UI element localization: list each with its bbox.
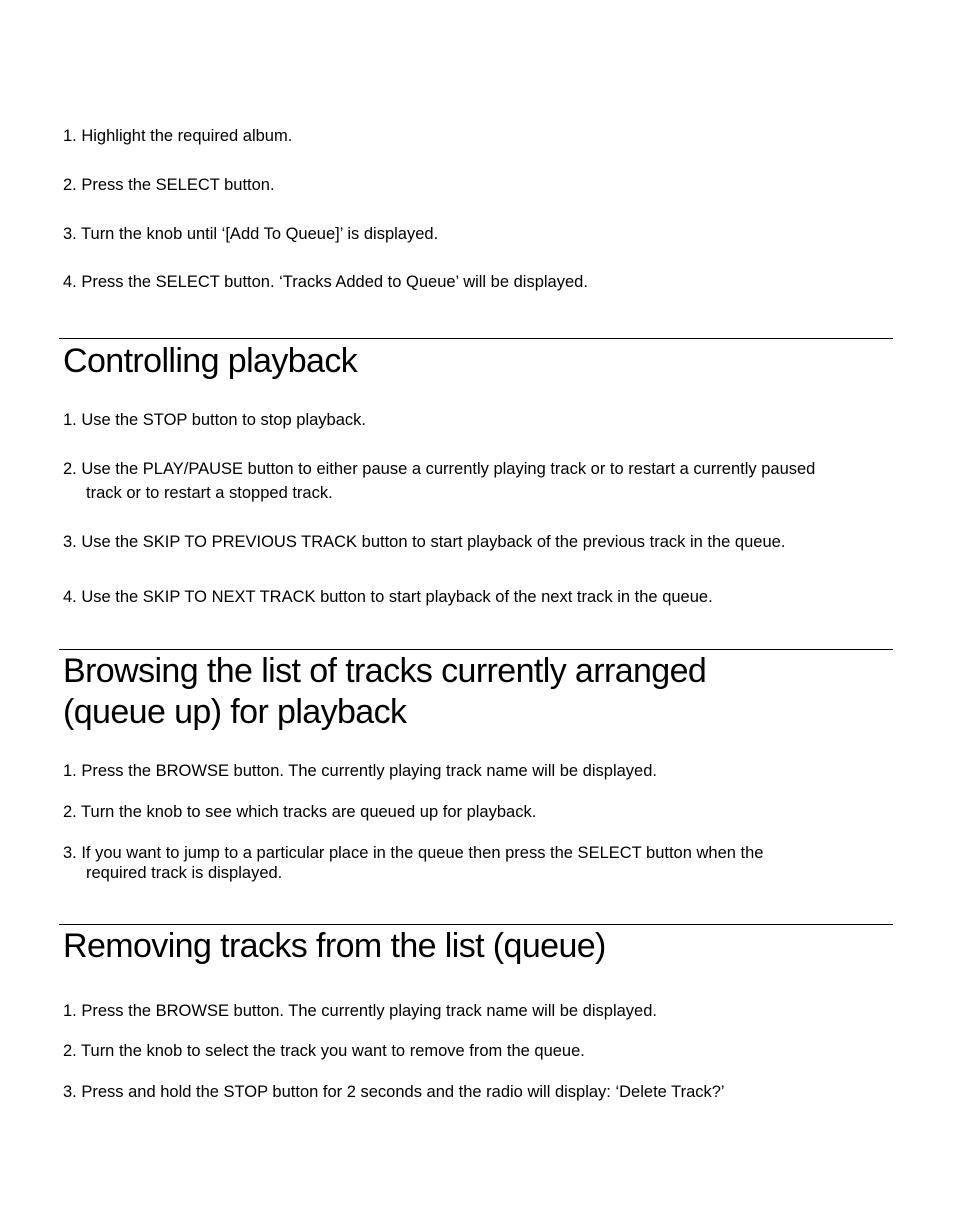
intro-step-1: 1. Highlight the required album. <box>63 127 293 145</box>
browsing-step-3-line2: required track is displayed. <box>86 864 283 882</box>
browsing-step-1: 1. Press the BROWSE button. The currently playing track name will be displayed. <box>63 762 657 780</box>
section-title-playback: Controlling playback <box>63 342 358 380</box>
section-divider <box>59 338 893 339</box>
removing-step-3: 3. Press and hold the STOP button for 2 seconds and the radio will display: ‘Delete Track?’ <box>63 1083 725 1101</box>
intro-step-3: 3. Turn the knob until ‘[Add To Queue]’ is displayed. <box>63 225 439 243</box>
removing-step-2: 2. Turn the knob to select the track you want to remove from the queue. <box>63 1042 585 1060</box>
section-divider <box>59 649 893 650</box>
playback-step-2-line2: track or to restart a stopped track. <box>86 484 333 502</box>
playback-step-1: 1. Use the STOP button to stop playback. <box>63 411 366 429</box>
section-title-browsing-line2: (queue up) for playback <box>63 693 407 731</box>
playback-step-2-line1: 2. Use the PLAY/PAUSE button to either pause a currently playing track or to restart a currently paused <box>63 460 816 478</box>
removing-step-1: 1. Press the BROWSE button. The currently playing track name will be displayed. <box>63 1002 657 1020</box>
browsing-step-3-line1: 3. If you want to jump to a particular place in the queue then press the SELECT button when the <box>63 844 764 862</box>
playback-step-2 <box>63 457 893 505</box>
playback-step-3: 3. Use the SKIP TO PREVIOUS TRACK button to start playback of the previous track in the queue. <box>63 533 786 551</box>
playback-step-4: 4. Use the SKIP TO NEXT TRACK button to start playback of the next track in the queue. <box>63 588 713 606</box>
section-title-browsing-line1: Browsing the list of tracks currently arranged <box>63 652 707 690</box>
browsing-step-3 <box>63 843 893 883</box>
section-title-removing: Removing tracks from the list (queue) <box>63 927 606 965</box>
section-title-browsing <box>63 651 706 733</box>
intro-step-4: 4. Press the SELECT button. ‘Tracks Added to Queue’ will be displayed. <box>63 273 588 291</box>
browsing-step-2: 2. Turn the knob to see which tracks are queued up for playback. <box>63 803 537 821</box>
intro-step-2: 2. Press the SELECT button. <box>63 176 275 194</box>
section-divider <box>59 924 893 925</box>
